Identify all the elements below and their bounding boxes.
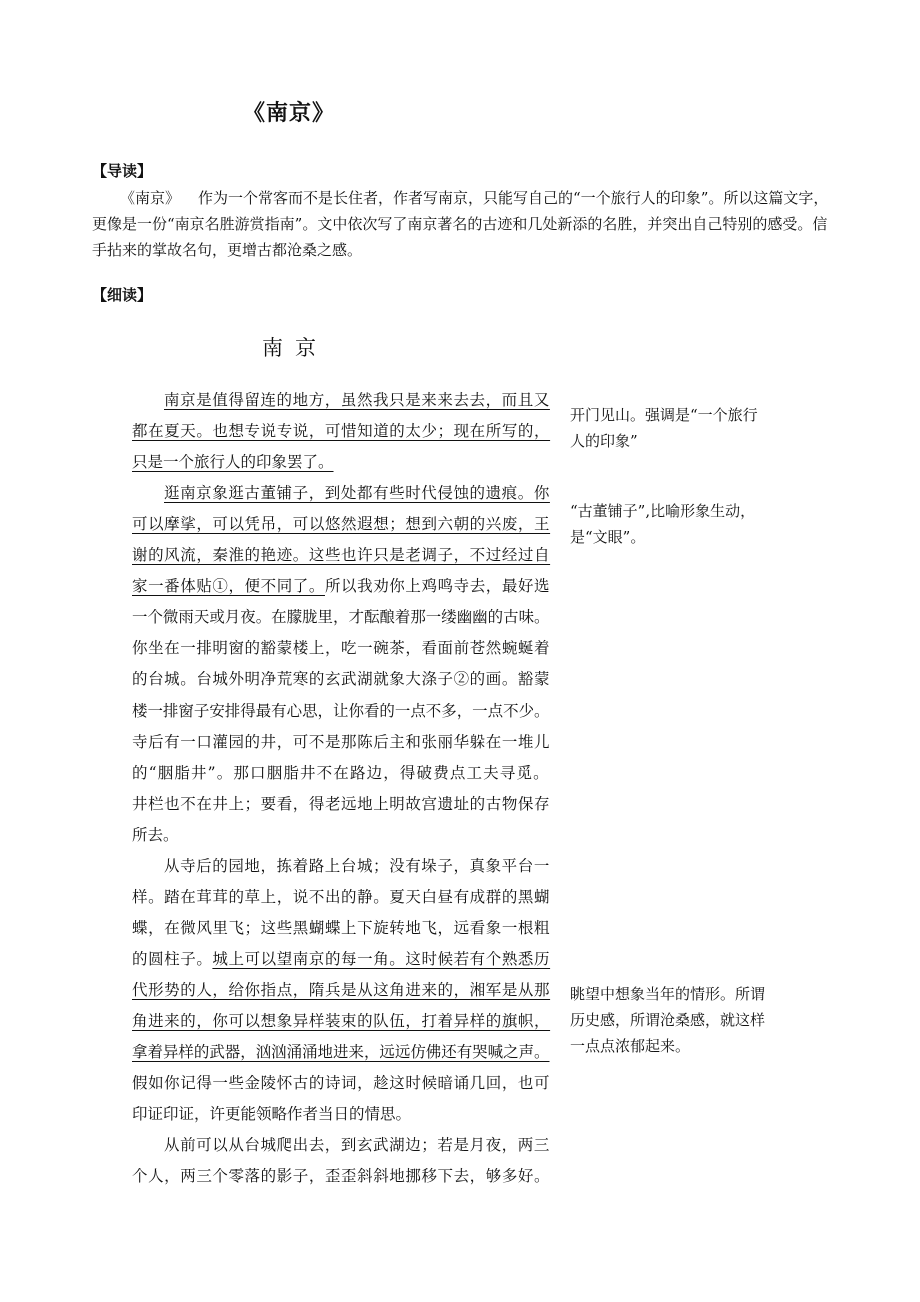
article-line-text: 寺后有一口灌园的井，可不是那陈后主和张丽华躲在一堆儿 [132, 733, 551, 751]
article-line-text: 的台城。台城外明净荒寒的玄武湖就象大涤子②的画。豁蒙 [132, 670, 551, 688]
article-line [164, 1133, 550, 1155]
article-line [132, 730, 550, 752]
article-line-text-cont: 城上可以望南京的每一角。这时候若有个熟悉历 [212, 950, 551, 968]
margin-note: 开门见山。强调是“一个旅行人的印象” [570, 406, 758, 450]
article-line [132, 1164, 550, 1186]
article-line-text: 家一番体贴①，便不同了。 [132, 577, 325, 595]
article-line [164, 854, 550, 876]
article-line [132, 636, 550, 658]
article-line-text: 角进来的，你可以想象异样装束的队伍，打着异样的旗帜， [132, 1012, 551, 1030]
article-line [164, 481, 550, 503]
article-line [132, 1071, 550, 1093]
article-line-text: 可以摩挲，可以凭吊，可以悠然遐想；想到六朝的兴废，王 [132, 515, 551, 533]
article-line [132, 512, 550, 534]
article-line [132, 978, 550, 1000]
article-line-text: 一个微雨天或月夜。在朦胧里，才酝酿着那一缕幽幽的古味。 [132, 608, 550, 626]
close-reading-label: 【细读】 [92, 286, 153, 304]
article-line-text: 拿着异样的武器，汹汹涌涌地进来，远远仿佛还有哭喊之声。 [132, 1043, 550, 1061]
article-line [164, 388, 550, 410]
article-line [132, 1102, 411, 1124]
article-line [132, 543, 550, 565]
article-line [132, 605, 550, 627]
article-line-text: 样。踏在茸茸的草上，说不出的静。夏天白昼有成群的黑蝴 [132, 888, 551, 906]
article-line-text: 井栏也不在井上；要看，得老远地上明故宫遗址的古物保存 [132, 795, 551, 813]
article-line-text: 的“胭脂井”。那口胭脂井不在路边，得破费点工夫寻觅。 [132, 764, 550, 782]
article-line-text: 印证印证，许更能领略作者当日的情思。 [132, 1105, 412, 1123]
intro-paragraph [92, 185, 837, 263]
article-line-text: 只是一个旅行人的印象罢了。 [132, 453, 334, 471]
margin-note: 眺望中想象当年的情形。所谓历史感，所谓沧桑感，就这样一点点浓郁起来。 [570, 985, 766, 1055]
article-line-text: 楼一排窗子安排得最有心思，让你看的一点不多，一点不少。 [132, 702, 550, 720]
article-line-text: 所去。 [132, 826, 179, 844]
article-line [132, 1040, 550, 1062]
article-line [132, 823, 179, 845]
article-line-text: 逛南京象逛古董铺子，到处都有些时代侵蚀的遗痕。你 [164, 484, 550, 502]
article-line-text: 谢的风流，秦淮的艳迹。这些也许只是老调子，不过经过自 [132, 546, 551, 564]
article-line-text: 代形势的人，给你指点，隋兵是从这角进来的，湘军是从那 [132, 981, 551, 999]
article-line-text: 的圆柱子。 [132, 950, 213, 968]
document-title: 《南京》 [243, 100, 336, 126]
intro-label: 【导读】 [92, 162, 153, 180]
article-title: 南京 [262, 336, 328, 360]
article-line [132, 916, 550, 938]
article-line [132, 792, 550, 814]
article-line [132, 419, 550, 441]
article-line [132, 885, 550, 907]
article-line-text: 从寺后的园地，拣着路上台城；没有垛子，真象平台一 [164, 857, 550, 875]
article-line [132, 947, 550, 969]
article-line-text: 南京是值得留连的地方，虽然我只是来来去去，而且又 [164, 391, 550, 409]
article-line [132, 761, 550, 783]
article-line [132, 450, 334, 472]
article-line-text-cont: 所以我劝你上鸡鸣寺去，最好选 [324, 577, 551, 595]
article-line-text: 都在夏天。也想专说专说，可惜知道的太少；现在所写的， [132, 422, 551, 440]
intro-body: 作为一个常客而不是长住者，作者写南京，只能写自己的“一个旅行人的印象”。所以这篇文字，更像是一份“南京名胜游赏指南”。文中依次写了南京著名的古迹和几处新添的名胜，并突出自己特别的感受。信手拈来的掌故名句，更增古都沧桑之感。 [92, 189, 829, 259]
article-line-text: 你坐在一排明窗的豁蒙楼上，吃一碗茶，看面前苍然蜿蜒着 [132, 639, 551, 657]
article-line [132, 699, 550, 721]
article-line [132, 574, 550, 596]
intro-book-name: 《南京》 [120, 189, 181, 207]
article-line [132, 1009, 550, 1031]
article-line-text: 个人，两三个零落的影子，歪歪斜斜地挪移下去，够多好。 [132, 1167, 551, 1185]
article-line-text: 蝶，在微风里飞；这些黑蝴蝶上下旋转地飞，远看象一根粗 [132, 919, 551, 937]
article-line-text: 从前可以从台城爬出去，到玄武湖边；若是月夜，两三 [164, 1136, 550, 1154]
article-line [132, 667, 550, 689]
article-line-text: 假如你记得一些金陵怀古的诗词，趁这时候暗诵几回，也可 [132, 1074, 551, 1092]
margin-note: “古董铺子”,比喻形象生动，是“文眼”。 [570, 502, 756, 546]
